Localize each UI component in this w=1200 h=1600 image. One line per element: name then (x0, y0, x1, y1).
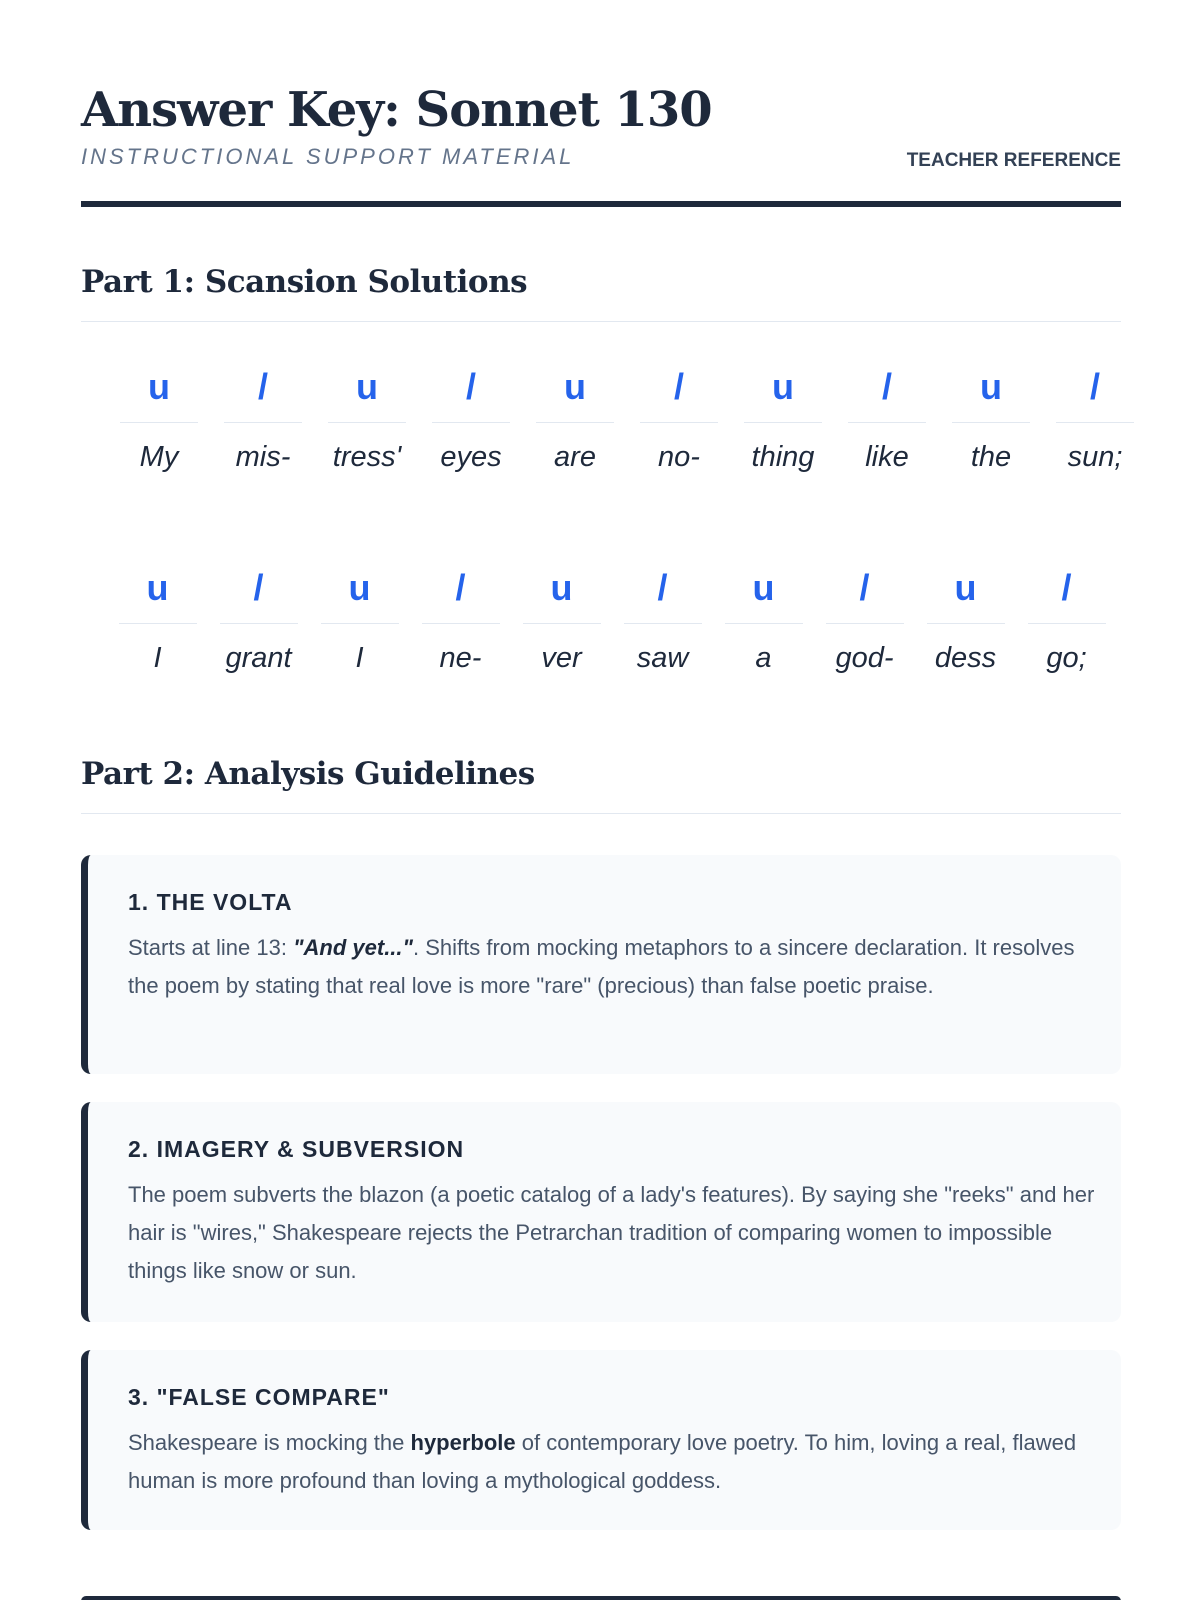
syllable-text: tress' (332, 441, 402, 473)
analysis-card-false-compare (81, 1350, 1121, 1530)
syllable-text: ne- (439, 642, 482, 674)
stress-mark: u (725, 566, 803, 624)
scansion-line-2 (107, 566, 1117, 686)
syllable-column (713, 566, 814, 686)
analysis-card-imagery (81, 1102, 1121, 1322)
syllable-column (107, 566, 208, 686)
scansion-line-1 (107, 365, 1147, 485)
section-heading-scansion: Part 1: Scansion Solutions (81, 264, 1121, 322)
syllable-column (731, 365, 835, 485)
page-header (81, 0, 1121, 207)
card-body (128, 929, 1098, 1005)
syllable-column (511, 566, 612, 686)
card-title: 2. IMAGERY & SUBVERSION (128, 1136, 465, 1162)
syllable-text: thing (751, 441, 815, 473)
syllable-column (208, 566, 309, 686)
stress-mark: / (624, 566, 702, 624)
stress-mark: / (848, 365, 926, 423)
card-body-text: Shakespeare is mocking the (128, 1430, 411, 1455)
stress-mark: u (523, 566, 601, 624)
syllable-column (814, 566, 915, 686)
syllable-column (939, 365, 1043, 485)
syllable-column (309, 566, 410, 686)
stress-mark: u (952, 365, 1030, 423)
syllable-text: go; (1046, 642, 1087, 674)
syllable-text: I (355, 642, 364, 674)
page-subtitle: INSTRUCTIONAL SUPPORT MATERIAL (81, 144, 575, 169)
syllable-column (627, 365, 731, 485)
syllable-text: saw (636, 642, 689, 674)
stress-mark: / (1028, 566, 1106, 624)
answer-key-page (81, 0, 1123, 1493)
stress-mark: / (422, 566, 500, 624)
card-body-quote: "And yet..." (293, 935, 413, 960)
syllable-column (915, 566, 1016, 686)
syllable-column (1043, 365, 1147, 485)
syllable-column (419, 365, 523, 485)
syllable-text: sun; (1067, 441, 1123, 473)
stress-mark: u (927, 566, 1005, 624)
card-body-strong: hyperbole (410, 1430, 516, 1455)
syllable-text: like (865, 441, 909, 473)
stress-mark: u (321, 566, 399, 624)
syllable-column (523, 365, 627, 485)
card-title: 3. "FALSE COMPARE" (128, 1384, 390, 1410)
stress-mark: u (536, 365, 614, 423)
stress-mark: / (640, 365, 718, 423)
stress-mark: / (220, 566, 298, 624)
card-body (128, 1424, 1098, 1500)
syllable-column (612, 566, 713, 686)
syllable-text: ver (541, 642, 582, 674)
section-heading-analysis: Part 2: Analysis Guidelines (81, 756, 1121, 814)
card-body-text: . Shifts from mocking metaphors to a sincere declaration. It resolves the poem by stating that real love is more "rare" (precious) than false poetic praise. (128, 935, 1075, 998)
stress-mark: u (120, 365, 198, 423)
stress-mark: u (328, 365, 406, 423)
syllable-column (410, 566, 511, 686)
syllable-text: god- (835, 642, 894, 674)
syllable-text: My (139, 441, 179, 473)
stress-mark: u (119, 566, 197, 624)
syllable-column (107, 365, 211, 485)
stress-mark: / (1056, 365, 1134, 423)
syllable-column (1016, 566, 1117, 686)
syllable-text: the (970, 441, 1012, 473)
stress-mark: / (224, 365, 302, 423)
analysis-card-volta (81, 855, 1121, 1074)
card-title: 1. THE VOLTA (128, 889, 293, 915)
stress-mark: u (744, 365, 822, 423)
teacher-reference-badge: TEACHER REFERENCE (906, 150, 1121, 171)
syllable-text: a (755, 642, 772, 674)
syllable-column (835, 365, 939, 485)
card-body-text: of contemporary love poetry. To him, loving a real, flawed human is more profound than loving a mythological goddess. (128, 1430, 1077, 1493)
card-body-text: Starts at line 13: (128, 935, 294, 960)
card-body: The poem subverts the blazon (a poetic catalog of a lady's features). By saying she "reeks" and her hair is "wires," Shakespeare rejects the Petrarchan tradition of comparing women to impossible things like snow or sun. (128, 1182, 1095, 1283)
syllable-text: I (153, 642, 162, 674)
page-title: Answer Key: Sonnet 130 (81, 82, 712, 138)
syllable-text: mis- (235, 441, 291, 473)
syllable-text: dess (934, 642, 997, 674)
stress-mark: / (826, 566, 904, 624)
syllable-column (211, 365, 315, 485)
next-card-edge (81, 1596, 1121, 1600)
syllable-text: grant (225, 642, 292, 674)
syllable-text: no- (658, 441, 700, 473)
syllable-column (315, 365, 419, 485)
syllable-text: are (554, 441, 596, 473)
stress-mark: / (432, 365, 510, 423)
syllable-text: eyes (440, 441, 502, 473)
